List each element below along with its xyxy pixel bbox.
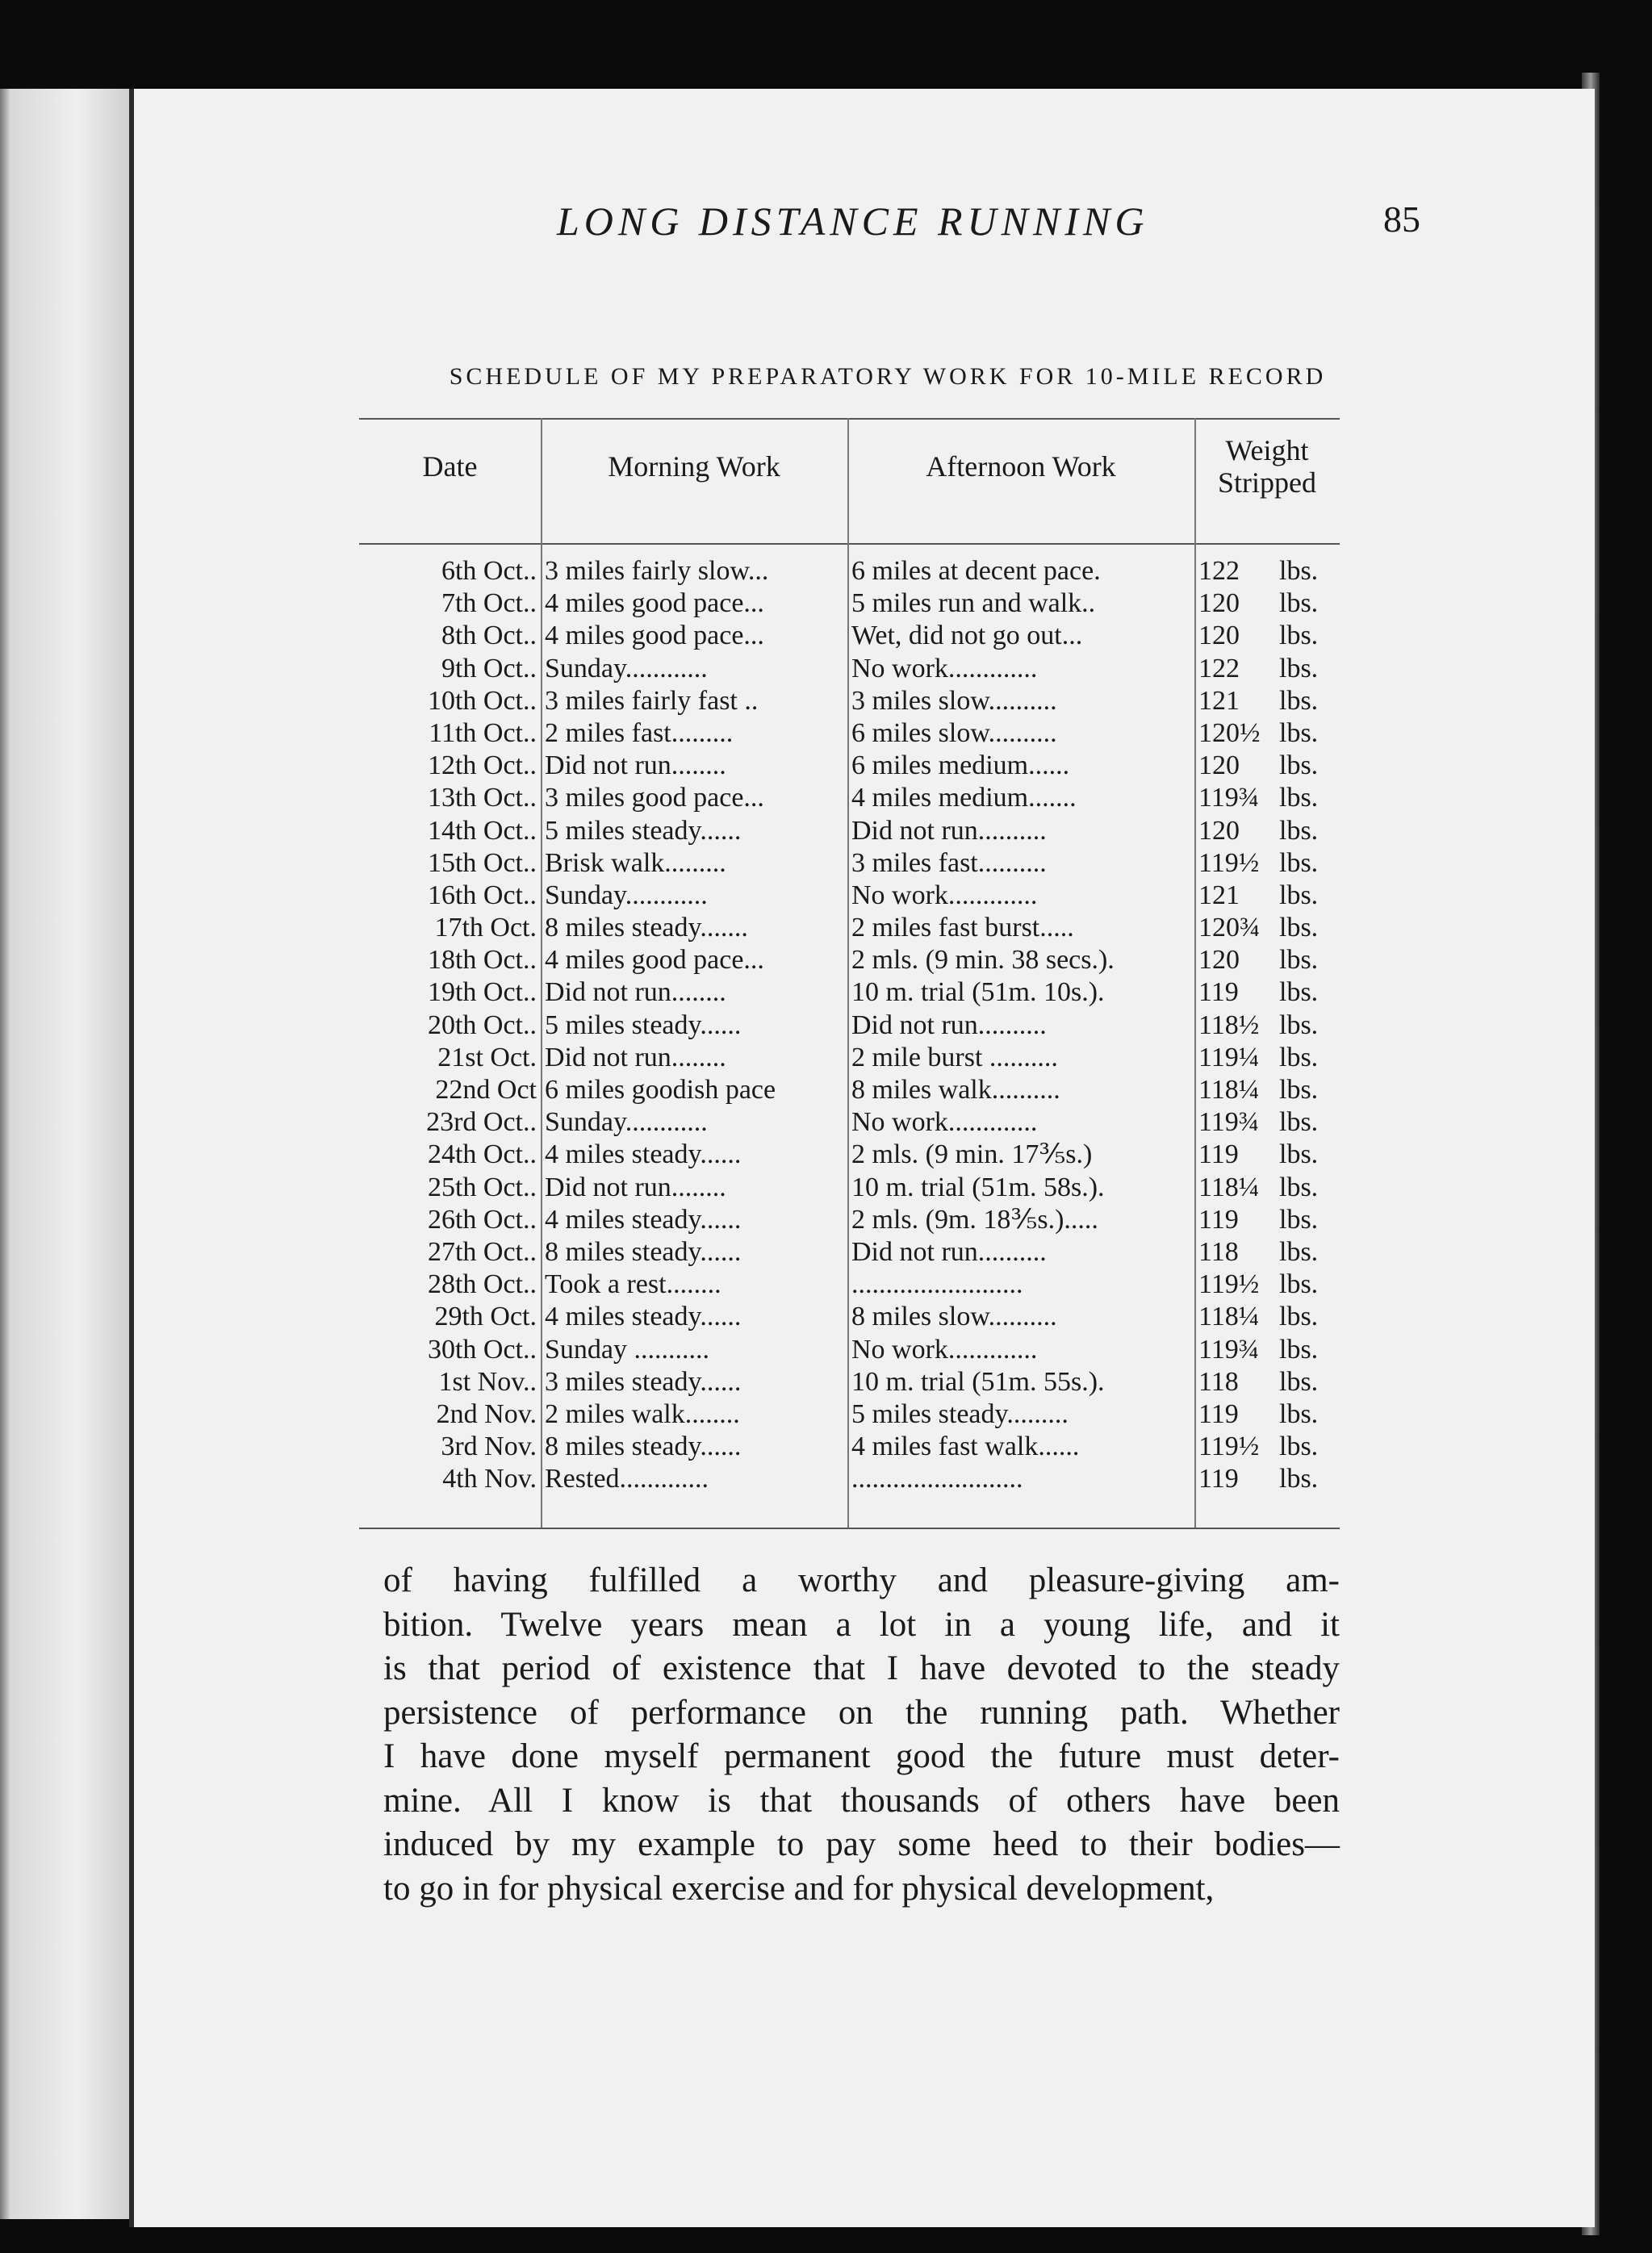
morning-work-cell: 2 miles fast......... (545, 717, 734, 748)
morning-work-cell: 3 miles fairly slow... (545, 556, 769, 586)
afternoon-work-cell: 8 miles walk.......... (851, 1075, 1060, 1105)
table-row (359, 685, 1340, 717)
afternoon-work-cell: 5 miles run and walk.. (851, 588, 1096, 619)
morning-work-cell: 3 miles steady...... (545, 1366, 742, 1397)
morning-work-cell: 8 miles steady....... (545, 913, 748, 943)
afternoon-work-cell: 6 miles slow.......... (851, 717, 1057, 748)
weight-cell: 118 (1198, 1366, 1239, 1397)
unit-cell: lbs. (1279, 1464, 1319, 1494)
morning-work-cell: 3 miles fairly fast .. (545, 685, 759, 716)
weight-cell: 118¼ (1198, 1075, 1260, 1105)
table-row (359, 750, 1340, 782)
table-header-rule (359, 543, 1340, 545)
text-line: is that period of existence that I have devoted to the steady (383, 1649, 1340, 1687)
weight-cell: 120½ (1198, 717, 1261, 748)
morning-work-cell: Did not run........ (545, 1042, 726, 1072)
morning-work-cell: 2 miles walk........ (545, 1398, 740, 1429)
unit-cell: lbs. (1279, 1334, 1319, 1365)
weight-cell: 119½ (1198, 847, 1260, 878)
schedule-table (359, 418, 1340, 1532)
morning-work-cell: Sunday............ (545, 1107, 708, 1138)
morning-work-cell: 8 miles steady...... (545, 1236, 742, 1267)
date-cell: 6th Oct.. (441, 556, 537, 586)
morning-work-cell: 6 miles goodish pace (545, 1075, 776, 1105)
weight-cell: 119¼ (1198, 1042, 1260, 1072)
table-row (359, 1301, 1340, 1333)
unit-cell: lbs. (1279, 783, 1319, 813)
unit-cell: lbs. (1279, 977, 1319, 1008)
weight-cell: 120 (1198, 815, 1240, 846)
text-line: bition. Twelve years mean a lot in a young life, and it (383, 1605, 1340, 1644)
table-row (359, 1172, 1340, 1204)
running-head (355, 198, 1420, 262)
unit-cell: lbs. (1279, 1139, 1319, 1170)
date-cell: 16th Oct.. (427, 880, 537, 910)
weight-cell: 119 (1198, 977, 1239, 1008)
morning-work-cell: 8 miles steady...... (545, 1432, 742, 1462)
date-cell: 27th Oct.. (427, 1236, 537, 1267)
table-row (359, 1074, 1340, 1106)
unit-cell: lbs. (1279, 945, 1319, 976)
afternoon-work-cell: 8 miles slow.......... (851, 1302, 1057, 1332)
text-line: persistence of performance on the running path. Whether (383, 1693, 1340, 1732)
page-number: 85 (1383, 199, 1420, 240)
text-line: of having fulfilled a worthy and pleasure-giving am- (383, 1561, 1340, 1599)
weight-cell: 120 (1198, 588, 1240, 619)
morning-work-cell: 4 miles steady...... (545, 1139, 742, 1170)
table-row (359, 976, 1340, 1009)
morning-work-cell: Did not run........ (545, 977, 726, 1008)
table-row (359, 1398, 1340, 1431)
unit-cell: lbs. (1279, 1172, 1319, 1202)
date-cell: 10th Oct.. (427, 685, 537, 716)
table-top-rule (359, 418, 1340, 420)
weight-cell: 119½ (1198, 1432, 1260, 1462)
table-row (359, 880, 1340, 912)
morning-work-cell: Brisk walk......... (545, 847, 726, 878)
header-weight-line2: Stripped (1218, 466, 1316, 499)
morning-work-cell: Sunday............ (545, 653, 708, 683)
date-cell: 2nd Nov. (436, 1398, 537, 1429)
morning-work-cell: 4 miles steady...... (545, 1204, 742, 1235)
table-row (359, 1463, 1340, 1495)
date-cell: 1st Nov.. (438, 1366, 537, 1397)
body-text (383, 1559, 1340, 1911)
weight-cell: 119 (1198, 1464, 1239, 1494)
afternoon-work-cell: 2 mls. (9 min. 38 secs.). (851, 945, 1115, 976)
table-row (359, 587, 1340, 620)
afternoon-work-cell: Did not run.......... (851, 815, 1047, 846)
table-row (359, 1236, 1340, 1269)
date-cell: 20th Oct.. (427, 1009, 537, 1040)
afternoon-work-cell: 4 miles medium....... (851, 783, 1077, 813)
weight-cell: 118 (1198, 1236, 1239, 1267)
table-row (359, 1204, 1340, 1236)
facing-page-edge (0, 89, 129, 2219)
weight-cell: 119¾ (1198, 1334, 1260, 1365)
table-row (359, 620, 1340, 652)
afternoon-work-cell: 5 miles steady......... (851, 1398, 1069, 1429)
unit-cell: lbs. (1279, 653, 1319, 683)
afternoon-work-cell: 2 miles fast burst..... (851, 913, 1074, 943)
afternoon-work-cell: 6 miles at decent pace. (851, 556, 1101, 586)
weight-cell: 119¾ (1198, 1107, 1260, 1138)
weight-cell: 119 (1198, 1139, 1239, 1170)
afternoon-work-cell: 3 miles fast.......... (851, 847, 1047, 878)
morning-work-cell: 3 miles good pace... (545, 783, 764, 813)
unit-cell: lbs. (1279, 1236, 1319, 1267)
date-cell: 29th Oct. (434, 1302, 537, 1332)
date-cell: 11th Oct.. (429, 717, 537, 748)
header-morning-work: Morning Work (608, 450, 780, 483)
date-cell: 18th Oct.. (427, 945, 537, 976)
afternoon-work-cell: No work............. (851, 1334, 1038, 1365)
date-cell: 9th Oct.. (441, 653, 537, 683)
afternoon-work-cell: No work............. (851, 880, 1038, 910)
morning-work-cell: Took a rest........ (545, 1269, 721, 1300)
afternoon-work-cell: 10 m. trial (51m. 55s.). (851, 1366, 1105, 1397)
table-row (359, 653, 1340, 685)
morning-work-cell: Sunday............ (545, 880, 708, 910)
afternoon-work-cell: No work............. (851, 1107, 1038, 1138)
text-line: induced by my example to pay some heed to their bodies— (383, 1825, 1340, 1863)
schedule-title: SCHEDULE OF MY PREPARATORY WORK FOR 10-MILE RECORD (449, 363, 1327, 390)
weight-cell: 120 (1198, 750, 1240, 781)
afternoon-work-cell: 10 m. trial (51m. 10s.). (851, 977, 1105, 1008)
unit-cell: lbs. (1279, 1269, 1319, 1300)
weight-cell: 120 (1198, 945, 1240, 976)
unit-cell: lbs. (1279, 913, 1319, 943)
date-cell: 7th Oct.. (441, 588, 537, 619)
weight-cell: 118¼ (1198, 1172, 1260, 1202)
weight-cell: 119 (1198, 1204, 1239, 1235)
weight-cell: 120¾ (1198, 913, 1261, 943)
weight-cell: 119½ (1198, 1269, 1260, 1300)
running-title: LONG DISTANCE RUNNING (557, 199, 1149, 244)
date-cell: 4th Nov. (442, 1464, 537, 1494)
unit-cell: lbs. (1279, 1042, 1319, 1072)
unit-cell: lbs. (1279, 847, 1319, 878)
date-cell: 25th Oct.. (427, 1172, 537, 1202)
morning-work-cell: Did not run........ (545, 750, 726, 781)
date-cell: 22nd Oct (435, 1075, 537, 1105)
date-cell: 26th Oct.. (427, 1204, 537, 1235)
table-row (359, 847, 1340, 880)
afternoon-work-cell: 4 miles fast walk...... (851, 1432, 1080, 1462)
morning-work-cell: 5 miles steady...... (545, 815, 742, 846)
table-row (359, 815, 1340, 847)
unit-cell: lbs. (1279, 717, 1319, 748)
text-line: mine. All I know is that thousands of others have been (383, 1781, 1340, 1820)
weight-cell: 122 (1198, 556, 1240, 586)
afternoon-work-cell: 3 miles slow.......... (851, 685, 1057, 716)
afternoon-work-cell: Wet, did not go out... (851, 621, 1083, 651)
unit-cell: lbs. (1279, 1075, 1319, 1105)
table-row (359, 944, 1340, 976)
table-row (359, 555, 1340, 587)
table-row (359, 1334, 1340, 1366)
unit-cell: lbs. (1279, 1204, 1319, 1235)
morning-work-cell: Sunday ........... (545, 1334, 709, 1365)
weight-cell: 121 (1198, 685, 1240, 716)
weight-cell: 122 (1198, 653, 1240, 683)
date-cell: 14th Oct.. (427, 815, 537, 846)
weight-cell: 118½ (1198, 1009, 1260, 1040)
weight-cell: 119¾ (1198, 783, 1260, 813)
unit-cell: lbs. (1279, 685, 1319, 716)
date-cell: 23rd Oct.. (426, 1107, 537, 1138)
date-cell: 24th Oct.. (427, 1139, 537, 1170)
afternoon-work-cell: ......................... (851, 1269, 1023, 1300)
afternoon-work-cell: 6 miles medium...... (851, 750, 1070, 781)
unit-cell: lbs. (1279, 621, 1319, 651)
date-cell: 15th Oct.. (427, 847, 537, 878)
unit-cell: lbs. (1279, 1366, 1319, 1397)
date-cell: 12th Oct.. (427, 750, 537, 781)
date-cell: 28th Oct.. (427, 1269, 537, 1300)
unit-cell: lbs. (1279, 1398, 1319, 1429)
morning-work-cell: 4 miles good pace... (545, 945, 764, 976)
weight-cell: 120 (1198, 621, 1240, 651)
unit-cell: lbs. (1279, 1009, 1319, 1040)
date-cell: 13th Oct.. (427, 783, 537, 813)
table-row (359, 1366, 1340, 1398)
header-weight-line1: Weight (1225, 434, 1309, 466)
unit-cell: lbs. (1279, 815, 1319, 846)
date-cell: 17th Oct. (434, 913, 537, 943)
weight-cell: 121 (1198, 880, 1240, 910)
unit-cell: lbs. (1279, 556, 1319, 586)
afternoon-work-cell: 10 m. trial (51m. 58s.). (851, 1172, 1105, 1202)
morning-work-cell: 4 miles good pace... (545, 588, 764, 619)
table-row (359, 782, 1340, 814)
date-cell: 30th Oct.. (427, 1334, 537, 1365)
table-row (359, 1106, 1340, 1139)
table-row (359, 717, 1340, 750)
afternoon-work-cell: ......................... (851, 1464, 1023, 1494)
table-row (359, 1139, 1340, 1171)
morning-work-cell: 5 miles steady...... (545, 1009, 742, 1040)
unit-cell: lbs. (1279, 588, 1319, 619)
table-row (359, 1042, 1340, 1074)
afternoon-work-cell: 2 mls. (9 min. 17⅗s.) (851, 1139, 1093, 1170)
text-line: to go in for physical exercise and for physical development, (383, 1869, 1215, 1908)
date-cell: 8th Oct.. (441, 621, 537, 651)
afternoon-work-cell: No work............. (851, 653, 1038, 683)
morning-work-cell: Did not run........ (545, 1172, 726, 1202)
table-bottom-rule (359, 1528, 1340, 1529)
weight-cell: 118¼ (1198, 1302, 1260, 1332)
table-row (359, 912, 1340, 944)
unit-cell: lbs. (1279, 1432, 1319, 1462)
header-date: Date (422, 450, 478, 483)
table-row (359, 1431, 1340, 1463)
unit-cell: lbs. (1279, 1107, 1319, 1138)
unit-cell: lbs. (1279, 750, 1319, 781)
afternoon-work-cell: Did not run.......... (851, 1009, 1047, 1040)
date-cell: 19th Oct.. (427, 977, 537, 1008)
table-row (359, 1269, 1340, 1301)
header-weight-stripped (1194, 434, 1340, 499)
afternoon-work-cell: 2 mile burst .......... (851, 1042, 1058, 1072)
afternoon-work-cell: Did not run.......... (851, 1236, 1047, 1267)
table-row (359, 1009, 1340, 1042)
date-cell: 21st Oct. (437, 1042, 537, 1072)
weight-cell: 119 (1198, 1398, 1239, 1429)
afternoon-work-cell: 2 mls. (9m. 18⅗s.)..... (851, 1204, 1098, 1235)
date-cell: 3rd Nov. (441, 1432, 537, 1462)
table-body (359, 555, 1340, 1495)
header-afternoon-work: Afternoon Work (926, 450, 1116, 483)
morning-work-cell: 4 miles steady...... (545, 1302, 742, 1332)
morning-work-cell: Rested............. (545, 1464, 709, 1494)
unit-cell: lbs. (1279, 1302, 1319, 1332)
morning-work-cell: 4 miles good pace... (545, 621, 764, 651)
text-line: I have done myself permanent good the future must deter- (383, 1737, 1340, 1775)
unit-cell: lbs. (1279, 880, 1319, 910)
